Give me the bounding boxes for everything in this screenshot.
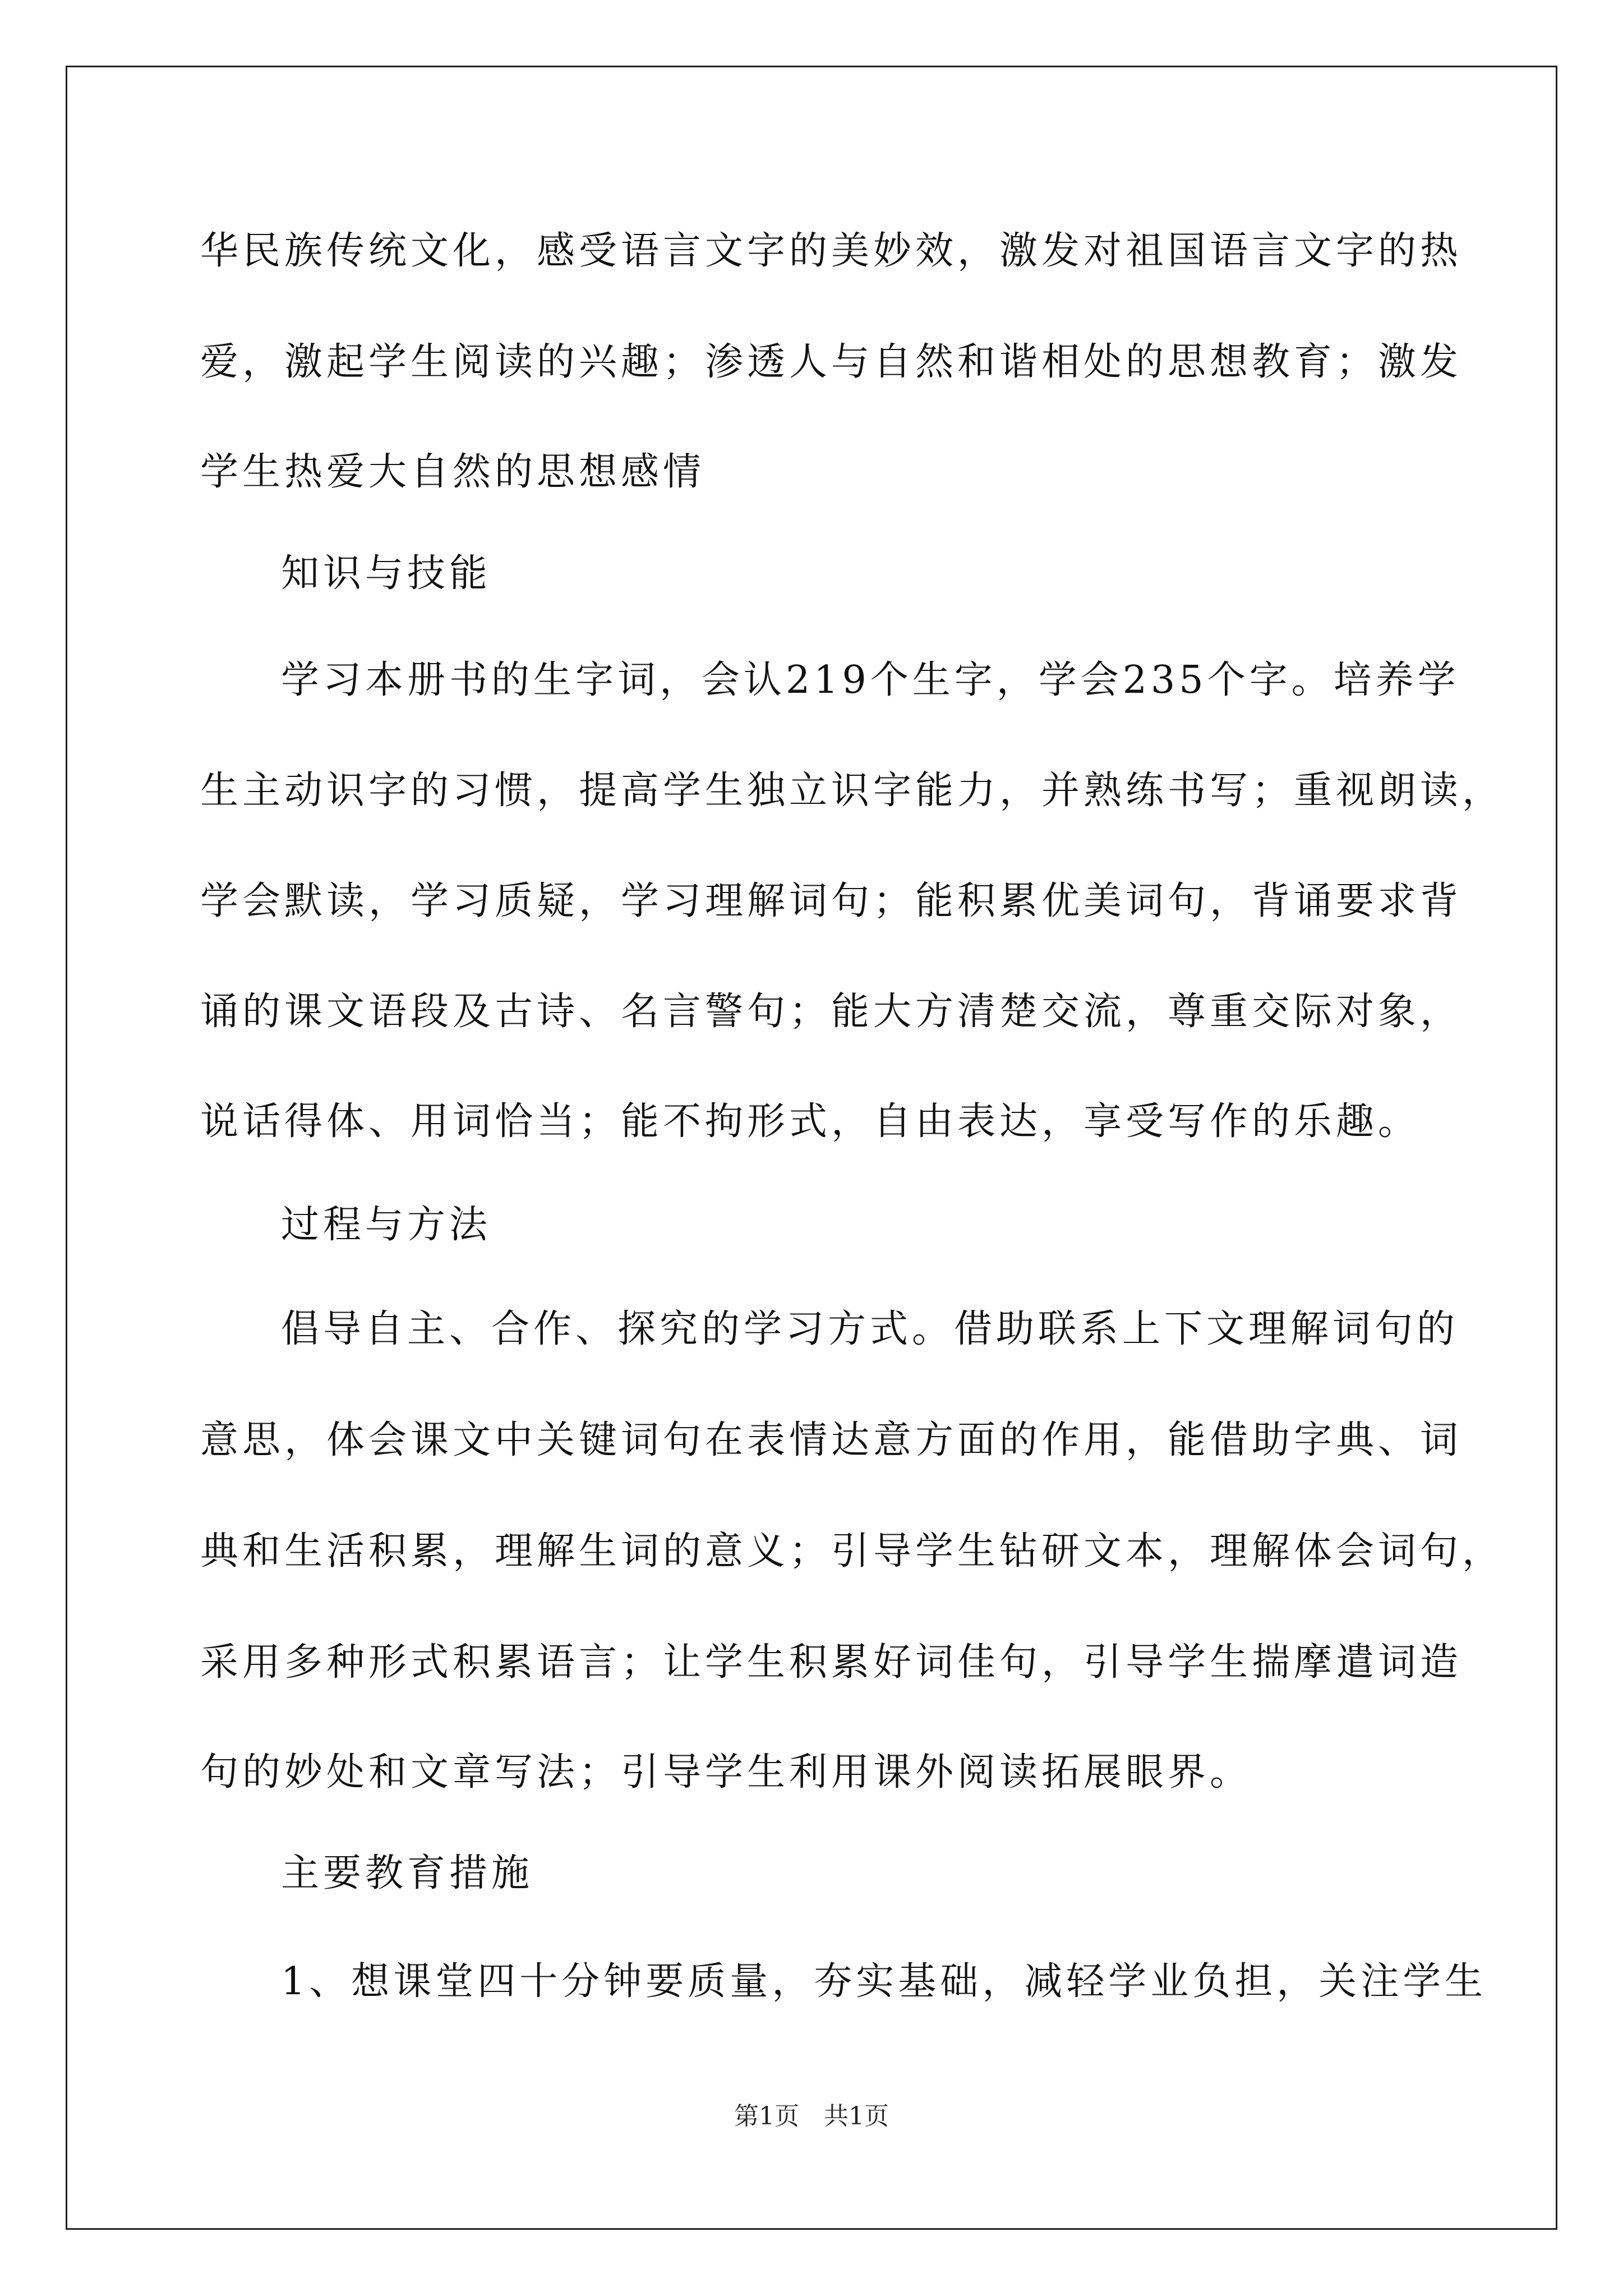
paragraph-line: 说话得体、用词恰当；能不拘形式，自由表达，享受写作的乐趣。 [200,1099,1421,1144]
paragraph-line: 句的妙处和文章写法；引导学生利用课外阅读拓展眼界。 [200,1750,1252,1795]
page-number: 第1页 共1页 [734,2102,889,2131]
paragraph-line: 典和生活积累，理解生词的意义；引导学生钻研文本，理解体会词句， [200,1529,1505,1573]
paragraph-line: 倡导自主、合作、探究的学习方式。借助联系上下文理解词句的 [281,1307,1459,1351]
paragraph-line: 学习本册书的生字词，会认219个生字，学会235个字。培养学 [281,658,1460,702]
paragraph-line: 学生热爱大自然的思想感情 [200,450,706,494]
section-heading: 过程与方法 [281,1203,492,1247]
section-heading: 主要教育措施 [281,1851,534,1895]
paragraph-line: 意思，体会课文中关键词句在表情达意方面的作用，能借助字典、词 [200,1418,1463,1462]
paragraph-line: 华民族传统文化，感受语言文字的美妙效，激发对祖国语言文字的热 [200,229,1463,273]
section-heading: 知识与技能 [281,551,492,596]
page-border [66,66,1557,2230]
paragraph-line: 爱，激起学生阅读的兴趣；渗透人与自然和谐相处的思想教育；激发 [200,340,1463,384]
paragraph-line: 采用多种形式积累语言；让学生积累好词佳句，引导学生揣摩遣词造 [200,1640,1463,1685]
paragraph-line: 诵的课文语段及古诗、名言警句；能大方清楚交流，尊重交际对象， [200,990,1463,1034]
paragraph-line: 1、想课堂四十分钟要质量，夯实基础，减轻学业负担，关注学生 [281,1959,1487,2004]
paragraph-line: 生主动识字的习惯，提高学生独立识字能力，并熟练书写；重视朗读， [200,769,1505,813]
paragraph-line: 学会默读，学习质疑，学习理解词句；能积累优美词句，背诵要求背 [200,879,1463,923]
